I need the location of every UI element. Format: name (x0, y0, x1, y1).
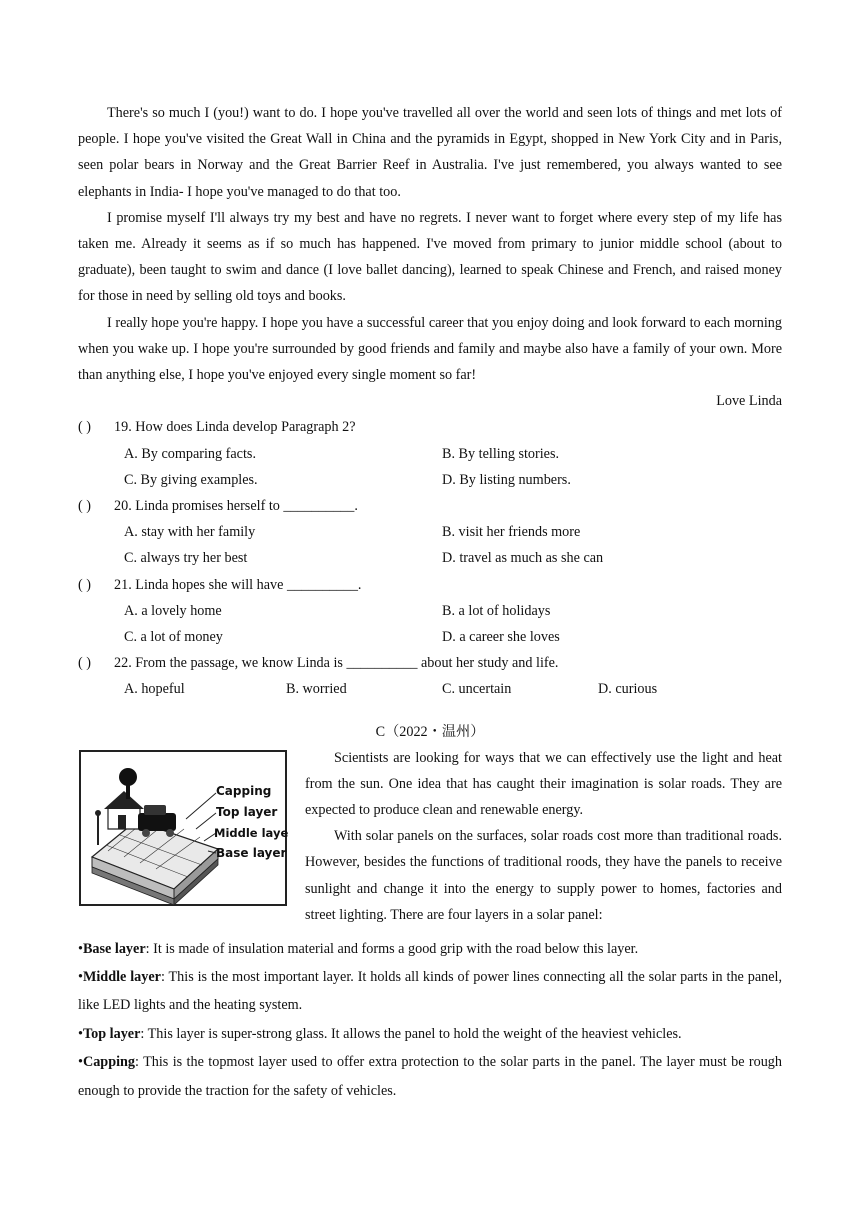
option-b: B. By telling stories. (442, 445, 560, 462)
question-stem: 20. Linda promises herself to __________. (114, 498, 358, 514)
option-d: D. By listing numbers. (442, 471, 571, 488)
bullet-top-layer: •Top layer: This layer is super-strong glass. It allows the panel to hold the weight of the heaviest vehicles. (78, 1025, 682, 1042)
label-capping: Capping (216, 783, 272, 798)
option-a: A. stay with her family (124, 524, 256, 541)
section-c-paragraph-1: Scientists are looking for ways that we can effectively use the light and heat from the sun. One idea that has caught their imagination is solar roads. They are expected to produce clean and renewable energy. (305, 749, 782, 818)
label-top-layer: Top layer (216, 804, 278, 819)
bullet-term: Top layer (82, 1025, 141, 1042)
question-21 (78, 572, 782, 598)
answer-blank: ( ) (78, 655, 91, 672)
bullet-text: : This is the topmost layer used to offer extra protection to the solar parts in the panel. The layer must be rough enough to provide the traction for the safety of vehicles. (78, 1054, 782, 1099)
passage-paragraph-3: I really hope you're happy. I hope you have a successful career that you enjoy doing and look forward to each morning when you wake up. I hope you're surrounded by good friends and family and maybe also have a family of your own. More than anything else, I hope you've enjoyed every single moment so far! (78, 314, 782, 384)
option-d: D. a career she loves (442, 628, 560, 645)
bullet-text: : This is the most important layer. It holds all kinds of power lines connecting all the solar parts in the panel, like LED lights and the heating system. (78, 968, 782, 1014)
option-d: D. travel as much as she can (442, 550, 604, 567)
section-c-text (305, 745, 782, 928)
section-c-intro (78, 745, 782, 935)
question-22 (78, 650, 782, 676)
options-row (78, 598, 782, 624)
options-row (78, 467, 782, 493)
option-c: C. uncertain (442, 681, 512, 698)
bullet-text: : This layer is super-strong glass. It allows the panel to hold the weight of the heaviest vehicles. (140, 1025, 682, 1042)
option-c: C. By giving examples. (124, 471, 258, 488)
options-row (78, 441, 782, 467)
answer-blank: ( ) (78, 419, 91, 436)
passage-paragraph-1: There's so much I (you!) want to do. I hope you've travelled all over the world and seen lots of things and met lots of people. I hope you've visited the Great Wall in China and the pyramids in Egypt, shopped in New York City and in Paris, seen polar bears in Norway and the Great Barrier Reef in Australia. I've just remembered, you always wanted to see elephants in India- I hope you've managed to do that too. (78, 105, 782, 200)
option-d: D. curious (598, 681, 658, 698)
question-20 (78, 493, 782, 519)
bullet-base-layer: •Base layer: It is made of insulation material and forms a good grip with the road below this layer. (78, 940, 639, 957)
label-middle-layer: Middle layer (214, 825, 288, 840)
option-a: A. a lovely home (124, 602, 222, 619)
option-c: C. always try her best (124, 550, 248, 567)
question-stem: 19. How does Linda develop Paragraph 2? (114, 419, 356, 436)
bullet-term: Base layer (82, 940, 146, 957)
signature: Love Linda (716, 393, 782, 410)
answer-blank: ( ) (78, 576, 91, 593)
option-c: C. a lot of money (124, 628, 223, 645)
option-a: A. hopeful (124, 681, 185, 698)
bullet-term: Middle layer (82, 968, 161, 985)
question-stem: 22. From the passage, we know Linda is __________ about her study and life. (114, 655, 559, 672)
option-b: B. visit her friends more (442, 524, 581, 541)
bullet-term: Capping (82, 1054, 136, 1071)
options-row (78, 676, 782, 702)
option-b: B. worried (286, 681, 347, 698)
passage-paragraph-2: I promise myself I'll always try my best and have no regrets. I never want to forget where every step of my life has taken me. Already it seems as if so much has happened. I've moved from primary to junior middle school (about to graduate), been taught to swim and dance (I love ballet dancing), learned to speak Chinese and French, and raised money for those in need by selling old toys and books. (78, 209, 782, 305)
answer-blank: ( ) (78, 498, 91, 514)
solar-panel-diagram (78, 749, 288, 909)
section-c-paragraph-2: With solar panels on the surfaces, solar roads cost more than traditional roads. However, besides the functions of traditional roods, they have the panels to receive sunlight and change it into the energy to supply power to homes, factories and street lighting. There are four layers in a solar panel: (305, 828, 782, 923)
options-row (78, 545, 782, 571)
section-c-title: C（2022・温州） (375, 723, 485, 740)
option-a: A. By comparing facts. (124, 445, 256, 462)
options-row (78, 624, 782, 650)
options-row (78, 519, 782, 545)
option-b: B. a lot of holidays (442, 602, 551, 619)
question-19 (78, 414, 782, 440)
bullet-capping: •Capping: This is the topmost layer used to offer extra protection to the solar parts in the panel. The layer must be rough enough to provide the traction for the safety of vehicles. (78, 1054, 782, 1099)
question-stem: 21. Linda hopes she will have __________. (114, 576, 362, 593)
document-page (78, 100, 782, 1105)
label-base-layer: Base layer (216, 845, 287, 860)
bullet-middle-layer: •Middle layer: This is the most important layer. It holds all kinds of power lines connecting all the solar parts in the panel, like LED lights and the heating system. (78, 968, 782, 1014)
bullet-text: : It is made of insulation material and forms a good grip with the road below this layer. (145, 940, 639, 957)
